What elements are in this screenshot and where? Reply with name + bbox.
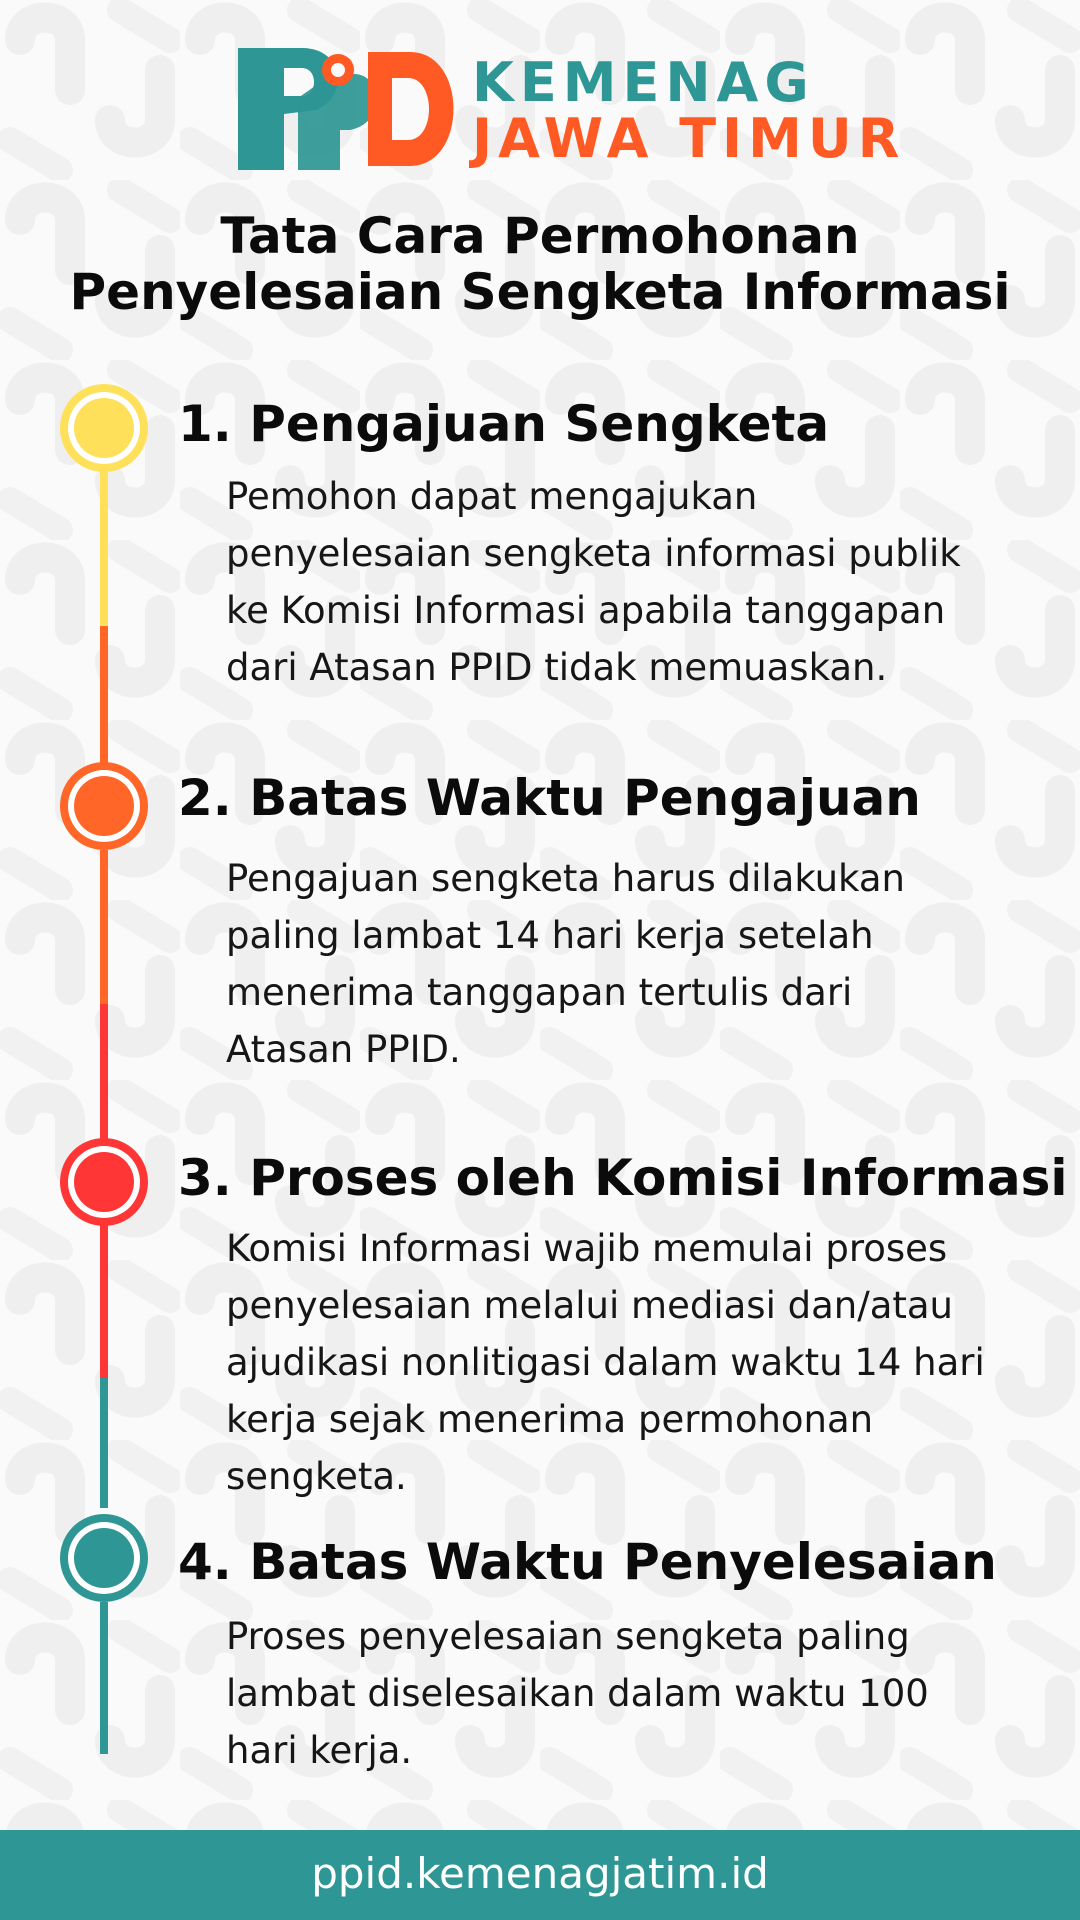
timeline-segment-2 — [100, 626, 108, 772]
timeline-segment-7 — [100, 1602, 108, 1754]
step-3-line: kerja sejak menerima permohonan — [226, 1398, 874, 1441]
step-4-line: Proses penyelesaian sengketa paling — [226, 1615, 910, 1658]
page-title-line-2: Penyelesaian Sengketa Informasi — [69, 263, 1011, 321]
timeline-segment-1 — [100, 470, 108, 626]
brand-name-kemenag: KEMENAG — [472, 51, 815, 114]
step-3-description — [226, 1220, 1026, 1505]
step-4-description — [226, 1608, 1026, 1779]
step-1-description — [226, 468, 1026, 696]
logo — [232, 38, 906, 178]
step-1-node — [56, 380, 152, 476]
page-title — [0, 208, 1080, 320]
step-3-node — [56, 1134, 152, 1230]
step-3-heading: 3. Proses oleh Komisi Informasi — [178, 1149, 1068, 1207]
step-2-heading: 2. Batas Waktu Pengajuan — [178, 769, 921, 827]
step-2-line: menerima tanggapan tertulis dari — [226, 971, 853, 1014]
step-1-line: penyelesaian sengketa informasi publik — [226, 532, 961, 575]
footer-bar — [0, 1830, 1080, 1920]
step-4-line: hari kerja. — [226, 1729, 413, 1772]
step-1-heading: 1. Pengajuan Sengketa — [178, 395, 830, 453]
step-3-line: sengketa. — [226, 1455, 407, 1498]
step-2-line: paling lambat 14 hari kerja setelah — [226, 914, 874, 957]
timeline-segment-5 — [100, 1222, 108, 1378]
step-2-node — [56, 758, 152, 854]
timeline-segment-6 — [100, 1378, 108, 1508]
page-title-line-1: Tata Cara Permohonan — [220, 207, 860, 265]
brand-name-region: JAWA TIMUR — [472, 107, 906, 170]
step-2-description — [226, 850, 1026, 1078]
step-4-node — [56, 1510, 152, 1606]
step-3-line: penyelesaian melalui mediasi dan/atau — [226, 1284, 953, 1327]
step-2-line: Atasan PPID. — [226, 1028, 461, 1071]
step-4-line: lambat diselesaikan dalam waktu 100 — [226, 1672, 929, 1715]
step-1-line: ke Komisi Informasi apabila tanggapan — [226, 589, 946, 632]
timeline-segment-3 — [100, 850, 108, 1004]
step-3-line: Komisi Informasi wajib memulai proses — [226, 1227, 948, 1270]
step-3-line: ajudikasi nonlitigasi dalam waktu 14 hari — [226, 1341, 985, 1384]
step-1-line: dari Atasan PPID tidak memuaskan. — [226, 646, 888, 689]
step-2-line: Pengajuan sengketa harus dilakukan — [226, 857, 905, 900]
timeline-segment-4 — [100, 1004, 108, 1146]
footer-url-link[interactable]: ppid.kemenagjatim.id — [311, 1849, 769, 1898]
step-1-line: Pemohon dapat mengajukan — [226, 475, 758, 518]
step-4-heading: 4. Batas Waktu Penyelesaian — [178, 1533, 997, 1591]
ppid-logo-icon — [232, 38, 470, 174]
